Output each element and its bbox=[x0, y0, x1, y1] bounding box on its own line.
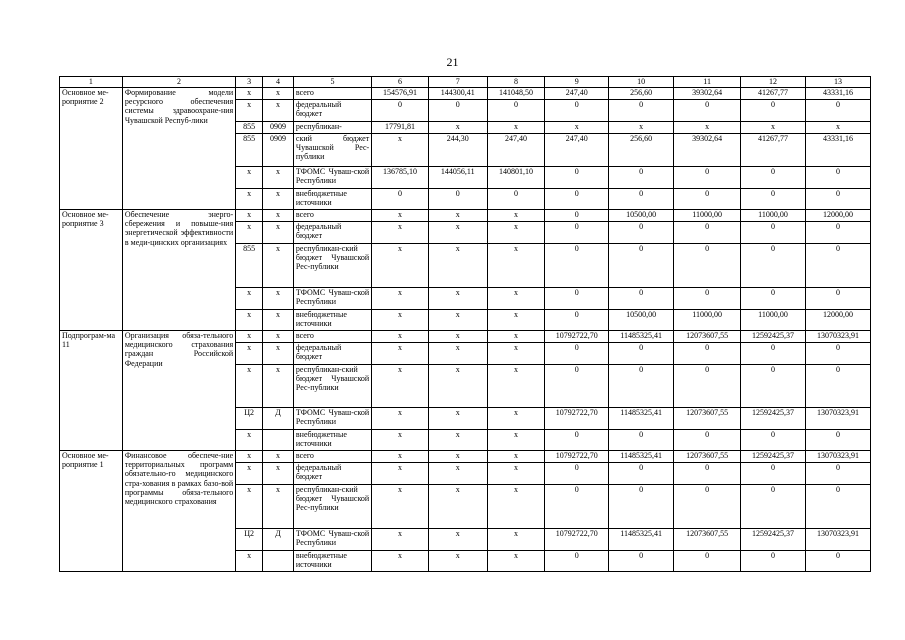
value-cell: 12000,00 bbox=[805, 310, 870, 331]
value-cell: x bbox=[428, 551, 487, 572]
value-cell: 0 bbox=[805, 167, 870, 189]
source-cell: ТФОМС Чуваш-ской Республики bbox=[293, 167, 371, 189]
code-cell: x bbox=[262, 331, 293, 343]
code-cell: Ц2 bbox=[236, 529, 263, 551]
value-cell: x bbox=[428, 408, 487, 430]
group-name: Основное ме-роприятие 2 bbox=[60, 88, 123, 210]
value-cell: x bbox=[487, 331, 545, 343]
code-cell: x bbox=[236, 310, 263, 331]
value-cell: 0 bbox=[741, 244, 806, 288]
value-cell: x bbox=[428, 343, 487, 365]
value-cell: 0 bbox=[609, 189, 674, 210]
code-cell: x bbox=[262, 288, 293, 310]
code-cell: x bbox=[262, 343, 293, 365]
value-cell: 0 bbox=[545, 210, 609, 222]
value-cell: 12073607,55 bbox=[674, 529, 741, 551]
value-cell: x bbox=[487, 430, 545, 451]
code-cell: x bbox=[236, 451, 263, 463]
value-cell: x bbox=[372, 343, 429, 365]
code-cell: Д bbox=[262, 408, 293, 430]
value-cell: x bbox=[372, 551, 429, 572]
value-cell: 144300,41 bbox=[428, 88, 487, 100]
value-cell: 0 bbox=[805, 288, 870, 310]
value-cell: 0 bbox=[805, 463, 870, 485]
value-cell: 0 bbox=[372, 189, 429, 210]
code-cell: x bbox=[236, 331, 263, 343]
code-cell: x bbox=[236, 365, 263, 408]
code-cell: x bbox=[236, 430, 263, 451]
value-cell: 140801,10 bbox=[487, 167, 545, 189]
header-cell: 12 bbox=[741, 77, 806, 88]
value-cell: 0 bbox=[741, 551, 806, 572]
value-cell: x bbox=[372, 451, 429, 463]
value-cell: 13070323,91 bbox=[805, 331, 870, 343]
value-cell: 0 bbox=[545, 365, 609, 408]
source-cell: внебюджетные источники bbox=[293, 310, 371, 331]
value-cell: x bbox=[428, 210, 487, 222]
source-cell: всего bbox=[293, 88, 371, 100]
code-cell: x bbox=[236, 288, 263, 310]
value-cell: 0 bbox=[805, 100, 870, 122]
value-cell: 0 bbox=[428, 189, 487, 210]
table-row bbox=[60, 210, 871, 222]
code-cell: x bbox=[262, 310, 293, 331]
header-cell: 7 bbox=[428, 77, 487, 88]
code-cell: Д bbox=[262, 529, 293, 551]
source-cell: внебюджетные источники bbox=[293, 551, 371, 572]
header-cell: 11 bbox=[674, 77, 741, 88]
value-cell: 10792722,70 bbox=[545, 451, 609, 463]
value-cell: 0 bbox=[428, 100, 487, 122]
value-cell: x bbox=[741, 122, 806, 134]
value-cell: x bbox=[487, 122, 545, 134]
value-cell: 0 bbox=[609, 244, 674, 288]
value-cell: 0 bbox=[545, 100, 609, 122]
value-cell: 12073607,55 bbox=[674, 451, 741, 463]
header-cell: 1 bbox=[60, 77, 123, 88]
value-cell: 0 bbox=[609, 485, 674, 529]
code-cell: x bbox=[236, 463, 263, 485]
value-cell: 0 bbox=[545, 551, 609, 572]
value-cell: 256,60 bbox=[609, 88, 674, 100]
value-cell: 0 bbox=[741, 343, 806, 365]
value-cell: 43331,16 bbox=[805, 134, 870, 167]
value-cell: 0 bbox=[741, 189, 806, 210]
value-cell: x bbox=[428, 222, 487, 244]
code-cell: x bbox=[236, 189, 263, 210]
value-cell: 17791,81 bbox=[372, 122, 429, 134]
value-cell: 0 bbox=[545, 430, 609, 451]
value-cell: x bbox=[372, 244, 429, 288]
source-cell: республикан- bbox=[293, 122, 371, 134]
value-cell: 0 bbox=[805, 343, 870, 365]
value-cell: 0 bbox=[674, 222, 741, 244]
value-cell: 0 bbox=[609, 288, 674, 310]
source-cell: внебюджетные источники bbox=[293, 430, 371, 451]
code-cell: x bbox=[236, 88, 263, 100]
code-cell: Ц2 bbox=[236, 408, 263, 430]
source-cell: ТФОМС Чуваш-ской Республики bbox=[293, 288, 371, 310]
source-cell: республикан-ский бюджет Чувашской Рес-публики bbox=[293, 485, 371, 529]
header-cell: 5 bbox=[293, 77, 371, 88]
value-cell: 247,40 bbox=[545, 88, 609, 100]
value-cell: x bbox=[372, 463, 429, 485]
value-cell: 12073607,55 bbox=[674, 408, 741, 430]
header-cell: 3 bbox=[236, 77, 263, 88]
value-cell: x bbox=[372, 134, 429, 167]
source-cell: федеральный бюджет bbox=[293, 100, 371, 122]
value-cell: 0 bbox=[674, 244, 741, 288]
code-cell: x bbox=[262, 88, 293, 100]
code-cell: x bbox=[262, 451, 293, 463]
value-cell: 11000,00 bbox=[741, 310, 806, 331]
value-cell: 247,40 bbox=[545, 134, 609, 167]
value-cell: 10792722,70 bbox=[545, 529, 609, 551]
source-cell: всего bbox=[293, 210, 371, 222]
value-cell: x bbox=[372, 222, 429, 244]
value-cell: 0 bbox=[372, 100, 429, 122]
source-cell: всего bbox=[293, 331, 371, 343]
code-cell: x bbox=[236, 485, 263, 529]
value-cell: x bbox=[428, 310, 487, 331]
value-cell: 0 bbox=[741, 365, 806, 408]
value-cell: 0 bbox=[805, 189, 870, 210]
value-cell: 0 bbox=[674, 288, 741, 310]
source-cell: республикан-ский бюджет Чувашской Рес-публики bbox=[293, 365, 371, 408]
value-cell: x bbox=[428, 485, 487, 529]
value-cell: x bbox=[487, 310, 545, 331]
value-cell: 13070323,91 bbox=[805, 451, 870, 463]
code-cell bbox=[262, 430, 293, 451]
value-cell: x bbox=[372, 408, 429, 430]
value-cell: 0 bbox=[741, 463, 806, 485]
value-cell: 0 bbox=[674, 485, 741, 529]
value-cell: 12073607,55 bbox=[674, 331, 741, 343]
value-cell: 0 bbox=[674, 189, 741, 210]
value-cell: 0 bbox=[609, 430, 674, 451]
value-cell: 0 bbox=[609, 551, 674, 572]
value-cell: x bbox=[487, 529, 545, 551]
value-cell: x bbox=[428, 288, 487, 310]
header-cell: 4 bbox=[262, 77, 293, 88]
value-cell: x bbox=[372, 331, 429, 343]
value-cell: 0 bbox=[609, 365, 674, 408]
value-cell: x bbox=[487, 463, 545, 485]
page-number: 21 bbox=[446, 55, 459, 69]
value-cell: 11000,00 bbox=[674, 310, 741, 331]
value-cell: 154576,91 bbox=[372, 88, 429, 100]
table-row bbox=[60, 331, 871, 343]
code-cell: x bbox=[262, 222, 293, 244]
value-cell: 0 bbox=[741, 485, 806, 529]
value-cell: 12592425,37 bbox=[741, 408, 806, 430]
value-cell: x bbox=[372, 430, 429, 451]
value-cell: 0 bbox=[609, 463, 674, 485]
header-cell: 8 bbox=[487, 77, 545, 88]
group-name: Основное ме-роприятие 3 bbox=[60, 210, 123, 331]
code-cell: 855 bbox=[236, 122, 263, 134]
code-cell: x bbox=[236, 343, 263, 365]
code-cell bbox=[262, 551, 293, 572]
code-cell: 855 bbox=[236, 244, 263, 288]
value-cell: x bbox=[609, 122, 674, 134]
value-cell: 0 bbox=[805, 244, 870, 288]
code-cell: 855 bbox=[236, 134, 263, 167]
group-name: Подпрограм-ма 11 bbox=[60, 331, 123, 451]
source-cell: федеральный бюджет bbox=[293, 222, 371, 244]
value-cell: 0 bbox=[741, 167, 806, 189]
value-cell: 11000,00 bbox=[741, 210, 806, 222]
value-cell: x bbox=[372, 485, 429, 529]
value-cell: x bbox=[372, 529, 429, 551]
source-cell: федеральный бюджет bbox=[293, 343, 371, 365]
value-cell: 256,60 bbox=[609, 134, 674, 167]
source-cell: ТФОМС Чуваш-ской Республики bbox=[293, 529, 371, 551]
source-cell: ТФОМС Чуваш-ской Республики bbox=[293, 408, 371, 430]
value-cell: x bbox=[428, 451, 487, 463]
value-cell: 0 bbox=[545, 244, 609, 288]
code-cell: x bbox=[262, 365, 293, 408]
value-cell: 0 bbox=[805, 365, 870, 408]
value-cell: x bbox=[487, 210, 545, 222]
value-cell: x bbox=[372, 288, 429, 310]
code-cell: x bbox=[262, 167, 293, 189]
value-cell: x bbox=[428, 430, 487, 451]
value-cell: 11485325,41 bbox=[609, 529, 674, 551]
budget-table bbox=[59, 76, 871, 572]
value-cell: 10500,00 bbox=[609, 310, 674, 331]
value-cell: x bbox=[487, 244, 545, 288]
value-cell: x bbox=[674, 122, 741, 134]
value-cell: x bbox=[487, 485, 545, 529]
value-cell: 0 bbox=[545, 288, 609, 310]
value-cell: 144056,11 bbox=[428, 167, 487, 189]
value-cell: 0 bbox=[805, 222, 870, 244]
table-body bbox=[60, 77, 871, 572]
value-cell: 0 bbox=[545, 463, 609, 485]
code-cell: x bbox=[262, 485, 293, 529]
value-cell: 41267,77 bbox=[741, 88, 806, 100]
value-cell: 10792722,70 bbox=[545, 331, 609, 343]
source-cell: республикан-ский бюджет Чувашской Рес-публики bbox=[293, 244, 371, 288]
value-cell: x bbox=[372, 210, 429, 222]
value-cell: 39302,64 bbox=[674, 88, 741, 100]
source-cell: внебюджетные источники bbox=[293, 189, 371, 210]
header-cell: 2 bbox=[122, 77, 235, 88]
value-cell: 0 bbox=[805, 430, 870, 451]
value-cell: 0 bbox=[487, 100, 545, 122]
value-cell: 39302,64 bbox=[674, 134, 741, 167]
value-cell: 10500,00 bbox=[609, 210, 674, 222]
value-cell: 0 bbox=[674, 430, 741, 451]
value-cell: x bbox=[487, 288, 545, 310]
code-cell: 0909 bbox=[262, 134, 293, 167]
header-cell: 13 bbox=[805, 77, 870, 88]
value-cell: 43331,16 bbox=[805, 88, 870, 100]
value-cell: 11485325,41 bbox=[609, 331, 674, 343]
value-cell: 12000,00 bbox=[805, 210, 870, 222]
code-cell: x bbox=[262, 210, 293, 222]
value-cell: 0 bbox=[609, 100, 674, 122]
table-row bbox=[60, 88, 871, 100]
value-cell: x bbox=[487, 551, 545, 572]
table-row bbox=[60, 451, 871, 463]
value-cell: x bbox=[428, 463, 487, 485]
value-cell: x bbox=[487, 365, 545, 408]
code-cell: x bbox=[236, 167, 263, 189]
group-title: Формирование модели ресурсного обеспечения системы здравоохране-ния Чувашской Респуб-лики bbox=[122, 88, 235, 210]
value-cell: 0 bbox=[674, 463, 741, 485]
header-row bbox=[60, 77, 871, 88]
value-cell: x bbox=[428, 365, 487, 408]
value-cell: 0 bbox=[674, 365, 741, 408]
source-cell: федеральный бюджет bbox=[293, 463, 371, 485]
value-cell: 12592425,37 bbox=[741, 331, 806, 343]
code-cell: x bbox=[236, 100, 263, 122]
value-cell: 0 bbox=[674, 100, 741, 122]
value-cell: 11485325,41 bbox=[609, 451, 674, 463]
value-cell: 13070323,91 bbox=[805, 529, 870, 551]
source-cell: всего bbox=[293, 451, 371, 463]
value-cell: 0 bbox=[609, 222, 674, 244]
value-cell: x bbox=[805, 122, 870, 134]
value-cell: 0 bbox=[741, 288, 806, 310]
group-title: Финансовое обеспече-ние территориальных программ обязательно-го медицинского стра-хования в рамках базо-вой программы обяза-тельного медицинского страхования bbox=[122, 451, 235, 572]
value-cell: x bbox=[487, 222, 545, 244]
value-cell: 0 bbox=[545, 189, 609, 210]
value-cell: 0 bbox=[545, 167, 609, 189]
value-cell: 0 bbox=[545, 222, 609, 244]
value-cell: 41267,77 bbox=[741, 134, 806, 167]
value-cell: 0 bbox=[545, 343, 609, 365]
value-cell: 10792722,70 bbox=[545, 408, 609, 430]
code-cell: x bbox=[262, 463, 293, 485]
group-name: Основное ме-роприятие 1 bbox=[60, 451, 123, 572]
value-cell: 0 bbox=[609, 343, 674, 365]
value-cell: 244,30 bbox=[428, 134, 487, 167]
value-cell: 0 bbox=[674, 167, 741, 189]
value-cell: 0 bbox=[609, 167, 674, 189]
value-cell: 0 bbox=[805, 551, 870, 572]
code-cell: x bbox=[262, 244, 293, 288]
header-cell: 9 bbox=[545, 77, 609, 88]
value-cell: 0 bbox=[545, 485, 609, 529]
value-cell: 0 bbox=[545, 310, 609, 331]
group-title: Обеспечение энерго-сбережения и повыше-ния энергетической эффективности в меди-цинских организациях bbox=[122, 210, 235, 331]
value-cell: 0 bbox=[741, 430, 806, 451]
group-title: Организация обяза-тельного медицинского страхования граждан Российской Федерации bbox=[122, 331, 235, 451]
code-cell: x bbox=[236, 551, 263, 572]
source-cell: ский бюджет Чувашской Рес-публики bbox=[293, 134, 371, 167]
value-cell: 0 bbox=[674, 343, 741, 365]
value-cell: 12592425,37 bbox=[741, 529, 806, 551]
value-cell: x bbox=[372, 365, 429, 408]
value-cell: x bbox=[428, 331, 487, 343]
value-cell: 0 bbox=[487, 189, 545, 210]
header-cell: 10 bbox=[609, 77, 674, 88]
value-cell: 0 bbox=[805, 485, 870, 529]
value-cell: x bbox=[487, 408, 545, 430]
value-cell: 13070323,91 bbox=[805, 408, 870, 430]
value-cell: 247,40 bbox=[487, 134, 545, 167]
code-cell: x bbox=[262, 189, 293, 210]
code-cell: x bbox=[236, 210, 263, 222]
header-cell: 6 bbox=[372, 77, 429, 88]
value-cell: 12592425,37 bbox=[741, 451, 806, 463]
value-cell: x bbox=[545, 122, 609, 134]
value-cell: 11485325,41 bbox=[609, 408, 674, 430]
code-cell: 0909 bbox=[262, 122, 293, 134]
code-cell: x bbox=[262, 100, 293, 122]
value-cell: x bbox=[428, 122, 487, 134]
value-cell: 11000,00 bbox=[674, 210, 741, 222]
value-cell: 0 bbox=[741, 100, 806, 122]
value-cell: x bbox=[372, 310, 429, 331]
code-cell: x bbox=[236, 222, 263, 244]
value-cell: 0 bbox=[674, 551, 741, 572]
value-cell: 141048,50 bbox=[487, 88, 545, 100]
value-cell: 136785,10 bbox=[372, 167, 429, 189]
value-cell: x bbox=[487, 343, 545, 365]
value-cell: x bbox=[428, 529, 487, 551]
value-cell: x bbox=[487, 451, 545, 463]
value-cell: 0 bbox=[741, 222, 806, 244]
value-cell: x bbox=[428, 244, 487, 288]
